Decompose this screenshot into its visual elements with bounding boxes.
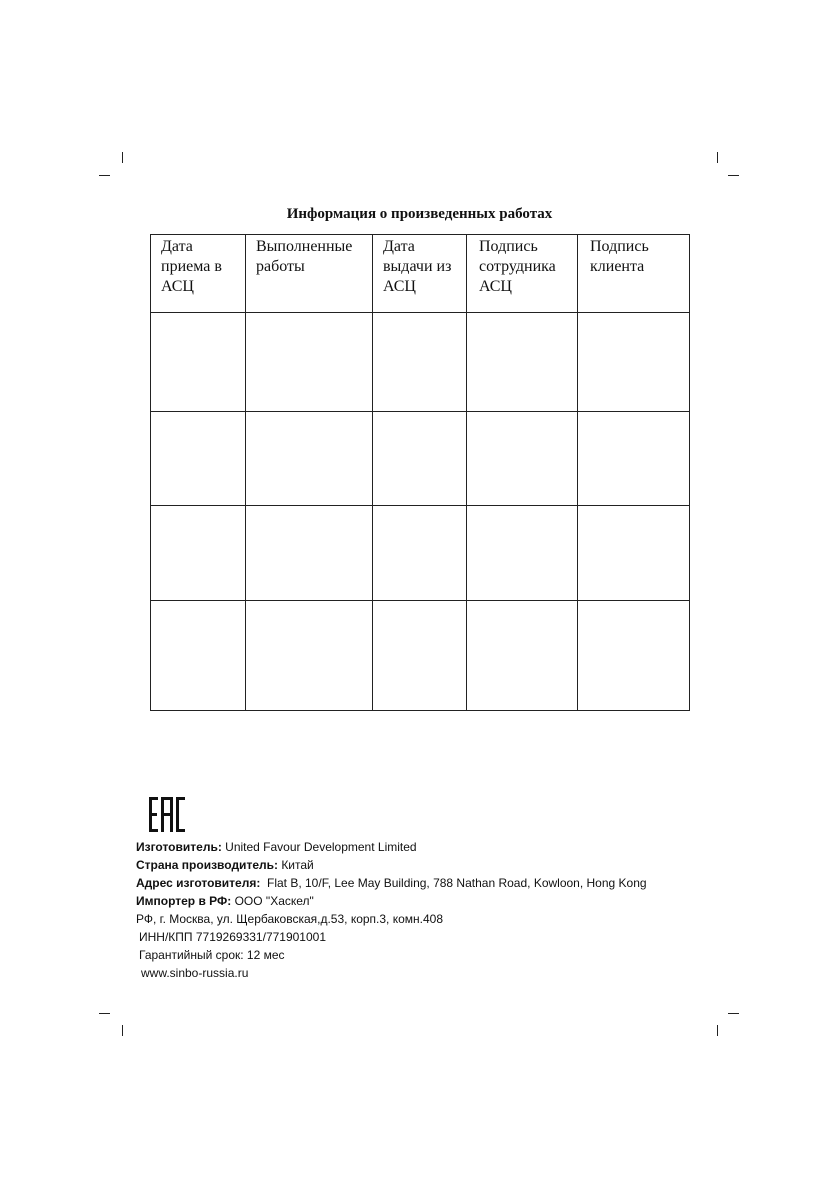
crop-mark-bottom-right-horizontal [728, 1013, 739, 1014]
table-cell[interactable] [246, 412, 373, 506]
page-title: Информация о произведенных работах [286, 206, 553, 222]
table-row [151, 313, 690, 412]
eac-conformity-mark-icon [149, 797, 185, 837]
importer-line: Импортер в РФ: ООО "Хаскел" [136, 894, 314, 908]
table-cell[interactable] [373, 601, 467, 711]
header-date-issued: Дата выдачи из АСЦ [373, 235, 467, 313]
table-cell[interactable] [151, 506, 246, 601]
table-row [151, 506, 690, 601]
table-cell[interactable] [373, 313, 467, 412]
table-cell[interactable] [467, 601, 578, 711]
table-cell[interactable] [578, 601, 690, 711]
table-cell[interactable] [373, 412, 467, 506]
table-cell[interactable] [246, 601, 373, 711]
crop-mark-top-right-horizontal [728, 175, 739, 176]
crop-mark-top-left-vertical [122, 152, 123, 163]
importer-address-line: РФ, г. Москва, ул. Щербаковская,д.53, корп.3, комн.408 [136, 912, 444, 926]
table-row [151, 601, 690, 711]
crop-mark-bottom-right-vertical [717, 1025, 718, 1036]
country-line: Страна производитель: Китай [136, 858, 314, 872]
table-header-row [151, 235, 690, 313]
table-cell[interactable] [578, 506, 690, 601]
crop-mark-bottom-left-vertical [122, 1025, 123, 1036]
table-cell[interactable] [578, 412, 690, 506]
header-client-signature: Подпись клиента [578, 235, 690, 313]
header-date-received: Дата приема в АСЦ [151, 235, 246, 313]
table-cell[interactable] [578, 313, 690, 412]
manufacturer-info [136, 838, 647, 982]
header-work-performed: Выполненные работы [246, 235, 373, 313]
table-cell[interactable] [373, 506, 467, 601]
website-link[interactable]: www.sinbo-russia.ru [141, 966, 249, 980]
table-cell[interactable] [151, 412, 246, 506]
header-employee-signature: Подпись сотрудника АСЦ [467, 235, 578, 313]
table-row [151, 412, 690, 506]
table-cell[interactable] [467, 412, 578, 506]
inn-line: ИНН/КПП 7719269331/771901001 [139, 930, 327, 944]
manufacturer-line: Изготовитель: United Favour Development Limited [136, 840, 417, 854]
table-cell[interactable] [467, 506, 578, 601]
table-cell[interactable] [246, 313, 373, 412]
table-cell[interactable] [246, 506, 373, 601]
crop-mark-top-right-vertical [717, 152, 718, 163]
table-cell[interactable] [467, 313, 578, 412]
warranty-line: Гарантийный срок: 12 мес [139, 948, 285, 962]
table-cell[interactable] [151, 601, 246, 711]
crop-mark-top-left-horizontal [99, 175, 110, 176]
works-table [150, 234, 690, 711]
address-line: Адрес изготовителя: Flat B, 10/F, Lee May Building, 788 Nathan Road, Kowloon, Hong Kong [136, 876, 647, 890]
crop-mark-bottom-left-horizontal [99, 1013, 110, 1014]
table-cell[interactable] [151, 313, 246, 412]
